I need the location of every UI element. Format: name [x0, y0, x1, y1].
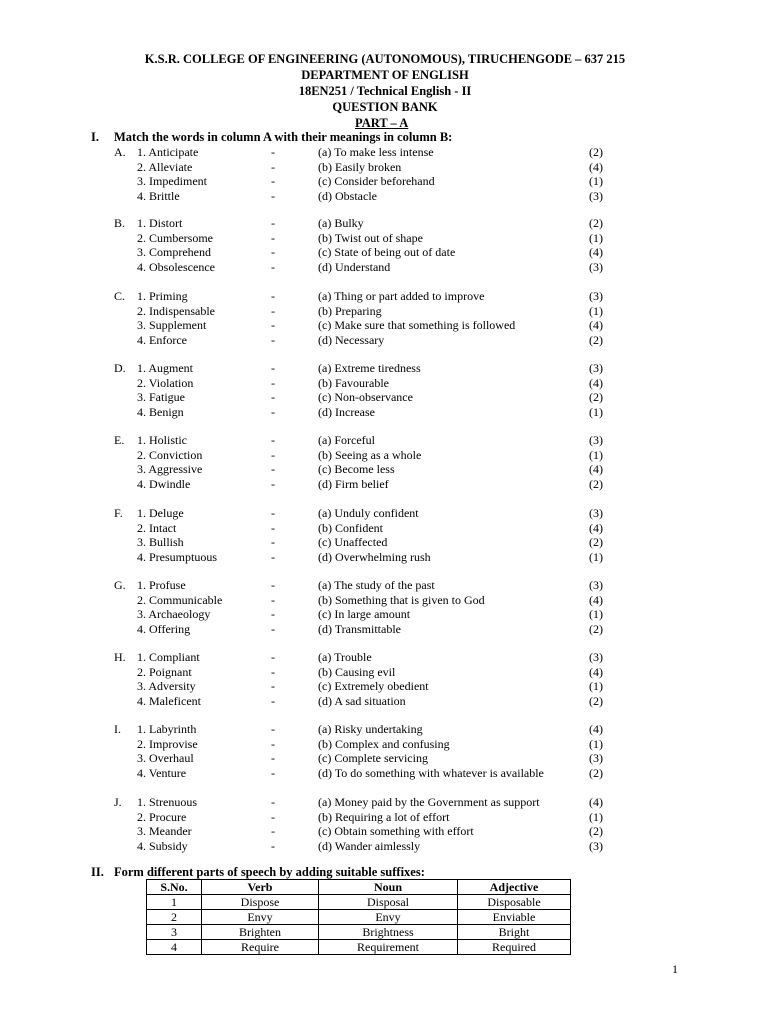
separator-dash: - [271, 303, 275, 318]
column-b-meaning: (d) Wander aimlessly [318, 838, 421, 853]
column-a-word: 1. Distort [137, 216, 183, 230]
column-a-word: 2. Procure [137, 809, 187, 824]
separator-dash: - [271, 664, 275, 679]
column-b-meaning: (a) Trouble [318, 650, 372, 664]
answer-key: (4) [589, 592, 603, 607]
separator-dash: - [271, 607, 275, 622]
table-cell: Envy [319, 910, 458, 925]
column-a-word: 2. Poignant [137, 664, 192, 679]
column-b-meaning: (b) Requiring a lot of effort [318, 809, 450, 824]
column-a-word: 2. Alleviate [137, 159, 193, 174]
column-b-meaning: (c) Become less [318, 462, 395, 477]
separator-dash: - [271, 216, 275, 230]
section-2-number: II. [91, 865, 104, 879]
column-b-meaning: (a) Unduly confident [318, 506, 419, 520]
answer-key: (2) [589, 535, 603, 550]
answer-key: (1) [589, 607, 603, 622]
column-a-word: 2. Improvise [137, 736, 198, 751]
table-cell: Disposal [319, 895, 458, 910]
college-name: K.S.R. COLLEGE OF ENGINEERING (AUTONOMOUS), TIRUCHENGODE – 637 215 [144, 52, 626, 66]
separator-dash: - [271, 375, 275, 390]
group-label: E. [114, 433, 125, 447]
answer-key: (1) [589, 404, 603, 419]
column-b-meaning: (c) Make sure that something is followed [318, 318, 516, 333]
answer-key: (3) [589, 578, 603, 592]
separator-dash: - [271, 259, 275, 274]
separator-dash: - [271, 765, 275, 780]
column-a-word: 3. Comprehend [137, 245, 211, 260]
table-cell: 4 [147, 940, 202, 955]
column-a-word: 3. Fatigue [137, 390, 185, 405]
column-a-word: 1. Holistic [137, 433, 187, 447]
separator-dash: - [271, 390, 275, 405]
column-b-meaning: (c) Unaffected [318, 535, 388, 550]
separator-dash: - [271, 332, 275, 347]
answer-key: (4) [589, 520, 603, 535]
column-a-word: 4. Presumptuous [137, 549, 218, 564]
answer-key: (3) [589, 289, 603, 303]
column-b-meaning: (b) Something that is given to God [318, 592, 485, 607]
column-b-meaning: (b) Seeing as a whole [318, 447, 422, 462]
answer-key: (3) [589, 188, 603, 203]
column-b-meaning: (d) Increase [318, 404, 375, 419]
separator-dash: - [271, 159, 275, 174]
table-row [147, 925, 571, 940]
column-b-meaning: (a) Thing or part added to improve [318, 289, 485, 303]
separator-dash: - [271, 679, 275, 694]
group-label: F. [114, 506, 123, 520]
group-label: D. [114, 361, 126, 375]
answer-key: (1) [589, 230, 603, 245]
column-a-word: 4. Obsolescence [137, 259, 215, 274]
column-b-meaning: (a) Risky undertaking [318, 722, 423, 736]
column-header: Noun [319, 880, 458, 895]
table-cell: Enviable [458, 910, 571, 925]
department-name: DEPARTMENT OF ENGLISH [301, 68, 469, 82]
column-a-word: 1. Deluge [137, 506, 184, 520]
separator-dash: - [271, 592, 275, 607]
table-cell: Disposable [458, 895, 571, 910]
answer-key: (2) [589, 476, 603, 491]
separator-dash: - [271, 433, 275, 447]
separator-dash: - [271, 722, 275, 736]
answer-key: (4) [589, 245, 603, 260]
answer-key: (2) [589, 621, 603, 636]
column-a-word: 4. Dwindle [137, 476, 191, 491]
suffix-table-header [147, 880, 571, 895]
column-b-meaning: (b) Confident [318, 520, 383, 535]
column-a-word: 3. Meander [137, 824, 192, 839]
column-a-word: 1. Profuse [137, 578, 186, 592]
column-a-word: 4. Venture [137, 765, 187, 780]
column-a-word: 4. Maleficent [137, 693, 201, 708]
separator-dash: - [271, 289, 275, 303]
section-2-instruction: Form different parts of speech by adding suitable suffixes: [114, 865, 425, 879]
column-b-meaning: (a) Money paid by the Government as support [318, 795, 540, 809]
separator-dash: - [271, 245, 275, 260]
answer-key: (4) [589, 375, 603, 390]
column-a-word: 3. Impediment [137, 174, 207, 189]
column-b-meaning: (c) In large amount [318, 607, 411, 622]
column-b-meaning: (c) Complete servicing [318, 751, 428, 766]
course-title: 18EN251 / Technical English - II [298, 84, 472, 98]
answer-key: (4) [589, 795, 603, 809]
answer-key: (2) [589, 390, 603, 405]
column-b-meaning: (b) Easily broken [318, 159, 402, 174]
separator-dash: - [271, 809, 275, 824]
answer-key: (2) [589, 145, 603, 159]
column-b-meaning: (c) Extremely obedient [318, 679, 429, 694]
separator-dash: - [271, 462, 275, 477]
table-row [147, 895, 571, 910]
table-cell: Dispose [202, 895, 319, 910]
answer-key: (4) [589, 722, 603, 736]
table-cell: 1 [147, 895, 202, 910]
separator-dash: - [271, 506, 275, 520]
column-a-word: 4. Benign [137, 404, 184, 419]
column-b-meaning: (d) A sad situation [318, 693, 406, 708]
column-b-meaning: (b) Causing evil [318, 664, 396, 679]
answer-key: (3) [589, 361, 603, 375]
separator-dash: - [271, 621, 275, 636]
answer-key: (1) [589, 679, 603, 694]
separator-dash: - [271, 751, 275, 766]
answer-key: (2) [589, 824, 603, 839]
answer-key: (1) [589, 303, 603, 318]
separator-dash: - [271, 795, 275, 809]
column-a-word: 4. Subsidy [137, 838, 188, 853]
column-header: Adjective [458, 880, 571, 895]
answer-key: (3) [589, 506, 603, 520]
table-cell: Bright [458, 925, 571, 940]
column-b-meaning: (c) Consider beforehand [318, 174, 435, 189]
answer-key: (3) [589, 259, 603, 274]
answer-key: (2) [589, 765, 603, 780]
column-b-meaning: (a) Bulky [318, 216, 364, 230]
table-cell: Required [458, 940, 571, 955]
separator-dash: - [271, 404, 275, 419]
column-b-meaning: (c) Obtain something with effort [318, 824, 474, 839]
column-a-word: 2. Indispensable [137, 303, 215, 318]
table-cell: Require [202, 940, 319, 955]
separator-dash: - [271, 578, 275, 592]
group-label: B. [114, 216, 126, 230]
separator-dash: - [271, 824, 275, 839]
separator-dash: - [271, 447, 275, 462]
column-a-word: 1. Anticipate [137, 145, 199, 159]
column-a-word: 4. Brittle [137, 188, 180, 203]
table-cell: Envy [202, 910, 319, 925]
separator-dash: - [271, 188, 275, 203]
answer-key: (3) [589, 751, 603, 766]
column-b-meaning: (b) Twist out of shape [318, 230, 423, 245]
column-a-word: 1. Priming [137, 289, 188, 303]
group-label: I. [114, 722, 121, 736]
separator-dash: - [271, 361, 275, 375]
column-b-meaning: (d) Overwhelming rush [318, 549, 431, 564]
separator-dash: - [271, 318, 275, 333]
column-b-meaning: (b) Preparing [318, 303, 382, 318]
answer-key: (1) [589, 736, 603, 751]
column-a-word: 3. Aggressive [137, 462, 203, 477]
answer-key: (1) [589, 549, 603, 564]
table-cell: Brighten [202, 925, 319, 940]
column-a-word: 2. Intact [137, 520, 177, 535]
separator-dash: - [271, 736, 275, 751]
column-b-meaning: (d) Firm belief [318, 476, 389, 491]
table-cell: Requirement [319, 940, 458, 955]
column-b-meaning: (b) Favourable [318, 375, 389, 390]
table-cell: Brightness [319, 925, 458, 940]
column-a-word: 1. Compliant [137, 650, 200, 664]
answer-key: (2) [589, 693, 603, 708]
separator-dash: - [271, 145, 275, 159]
part-heading: PART – A [355, 116, 409, 130]
answer-key: (4) [589, 318, 603, 333]
separator-dash: - [271, 650, 275, 664]
separator-dash: - [271, 549, 275, 564]
table-cell: 2 [147, 910, 202, 925]
column-a-word: 2. Cumbersome [137, 230, 213, 245]
group-label: A. [114, 145, 126, 159]
column-b-meaning: (d) Necessary [318, 332, 385, 347]
separator-dash: - [271, 174, 275, 189]
column-a-word: 3. Archaeology [137, 607, 211, 622]
document-title: QUESTION BANK [332, 100, 438, 114]
table-row [147, 940, 571, 955]
column-a-word: 2. Violation [137, 375, 194, 390]
column-a-word: 4. Offering [137, 621, 191, 636]
separator-dash: - [271, 535, 275, 550]
separator-dash: - [271, 476, 275, 491]
answer-key: (3) [589, 433, 603, 447]
page-number: 1 [672, 962, 678, 976]
column-b-meaning: (b) Complex and confusing [318, 736, 450, 751]
group-label: H. [114, 650, 126, 664]
column-a-word: 2. Communicable [137, 592, 223, 607]
column-a-word: 4. Enforce [137, 332, 187, 347]
section-1-instruction: Match the words in column A with their meanings in column B: [114, 130, 453, 144]
column-b-meaning: (d) Transmittable [318, 621, 401, 636]
suffix-table [146, 879, 571, 955]
column-header: Verb [202, 880, 319, 895]
column-a-word: 1. Labyrinth [137, 722, 197, 736]
answer-key: (1) [589, 447, 603, 462]
answer-key: (2) [589, 216, 603, 230]
section-1-number: I. [91, 130, 99, 144]
table-cell: 3 [147, 925, 202, 940]
column-a-word: 2. Conviction [137, 447, 203, 462]
answer-key: (4) [589, 664, 603, 679]
column-b-meaning: (c) Non-observance [318, 390, 413, 405]
column-a-word: 3. Overhaul [137, 751, 194, 766]
column-b-meaning: (c) State of being out of date [318, 245, 456, 260]
answer-key: (2) [589, 332, 603, 347]
table-row [147, 910, 571, 925]
group-label: G. [114, 578, 126, 592]
separator-dash: - [271, 838, 275, 853]
answer-key: (1) [589, 174, 603, 189]
answer-key: (4) [589, 462, 603, 477]
column-b-meaning: (d) Understand [318, 259, 391, 274]
answer-key: (4) [589, 159, 603, 174]
answer-key: (1) [589, 809, 603, 824]
column-b-meaning: (d) To do something with whatever is available [318, 765, 544, 780]
separator-dash: - [271, 520, 275, 535]
group-label: J. [114, 795, 122, 809]
answer-key: (3) [589, 650, 603, 664]
separator-dash: - [271, 230, 275, 245]
column-a-word: 3. Supplement [137, 318, 207, 333]
column-b-meaning: (a) To make less intense [318, 145, 434, 159]
column-a-word: 3. Bullish [137, 535, 184, 550]
column-a-word: 3. Adversity [137, 679, 196, 694]
column-a-word: 1. Strenuous [137, 795, 197, 809]
answer-key: (3) [589, 838, 603, 853]
column-header: S.No. [147, 880, 202, 895]
column-b-meaning: (a) Forceful [318, 433, 375, 447]
column-b-meaning: (d) Obstacle [318, 188, 377, 203]
separator-dash: - [271, 693, 275, 708]
column-b-meaning: (a) Extreme tiredness [318, 361, 421, 375]
group-label: C. [114, 289, 126, 303]
column-b-meaning: (a) The study of the past [318, 578, 435, 592]
column-a-word: 1. Augment [137, 361, 193, 375]
